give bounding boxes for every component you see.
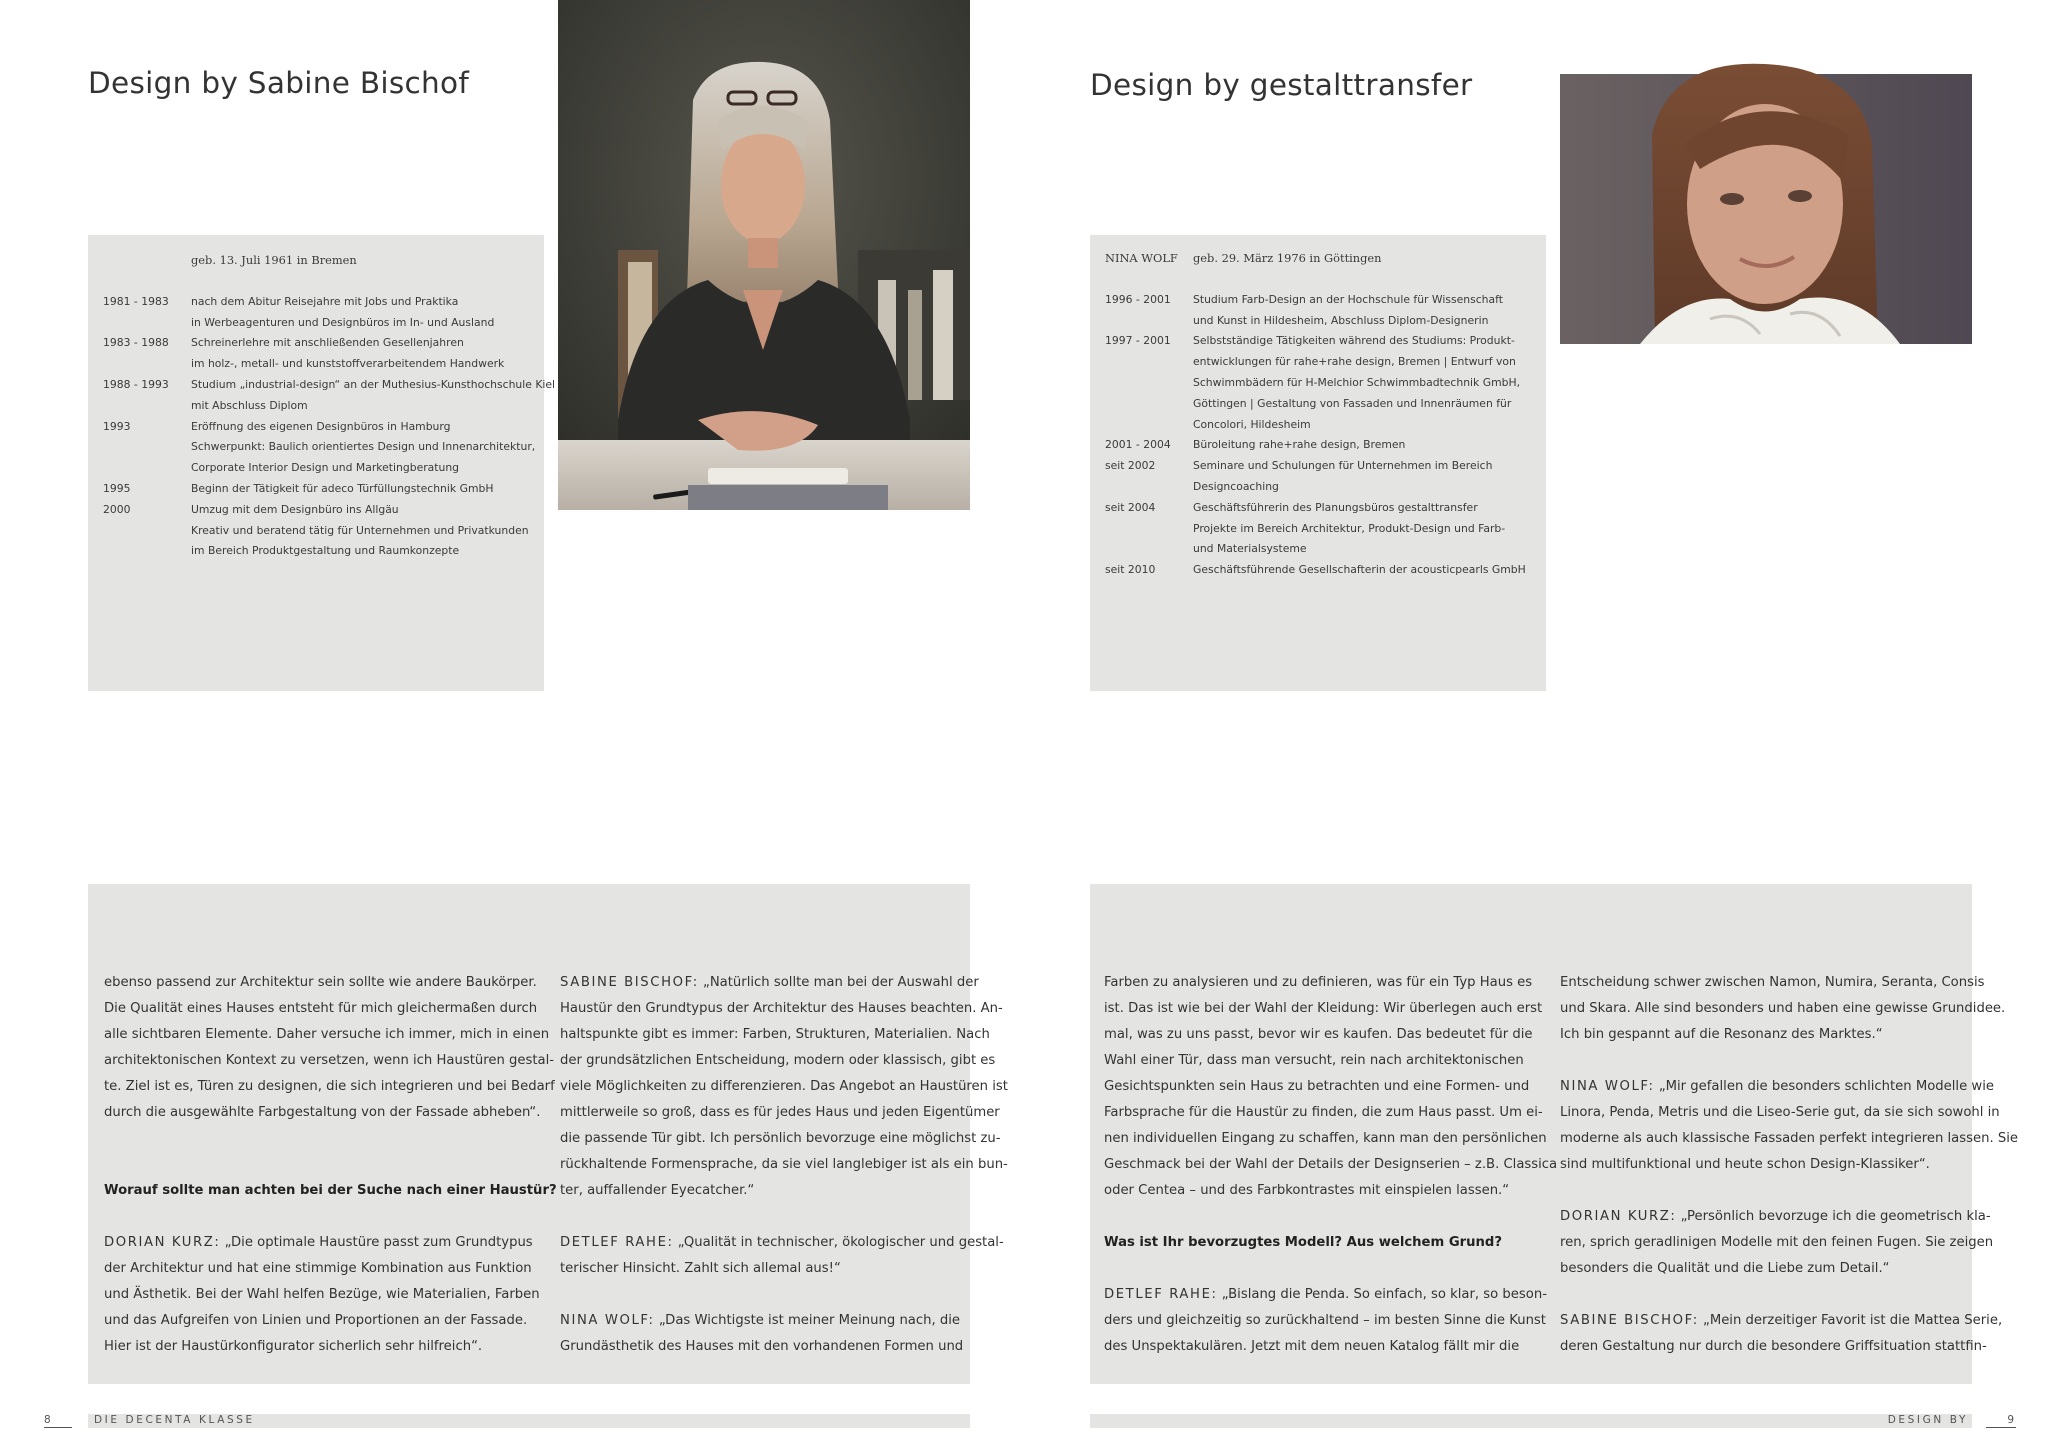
line-text: oder Centea – und des Farbkontrastes mit einspielen lassen.“ [1104,1183,1510,1198]
paragraph-gap [104,1204,500,1230]
paragraph-gap [1560,1048,1956,1074]
cv-line: mit Abschluss Diplom [191,398,308,412]
line-text: besonders die Qualität und die Liebe zum Detail.“ [1560,1261,1890,1276]
footer-label-left: DIE DECENTA KLASSE [94,1414,255,1426]
cv-text [1193,290,1532,332]
text-line [1104,970,1533,996]
cv-year: 1997 - 2001 [1105,334,1171,348]
line-text: alle sichtbaren Elemente. Daher versuche ich immer, mich in einen [104,1027,550,1042]
text-line [104,970,537,996]
line-text: nen individuellen Eingang zu schaffen, kann man den persönlichen [1104,1131,1547,1146]
line-text: sind multifunktional und heute schon Design-Klassiker“. [1560,1157,1930,1172]
paragraph-gap [1560,1282,1956,1308]
cv-year: 1995 [103,481,131,495]
line-text: mittlerweile so groß, dass es für jedes Haus und jeden Eigentümer [560,1105,1000,1120]
text-line [104,1100,541,1126]
cv-line: in Werbeagenturen und Designbüros im In- und Ausland [191,315,495,329]
cv-line: Concolori, Hildesheim [1193,417,1311,431]
portrait-photo-right [1560,74,1972,344]
line-text: durch die ausgewählte Farbgestaltung von der Fassade abheben“. [104,1105,541,1120]
cv-entry [103,375,556,417]
text-line [1104,1178,1510,1204]
footer-label-right: DESIGN BY [1887,1414,1968,1426]
cv-line: Büroleitung rahe+rahe design, Bremen [1193,438,1406,452]
cv-year: seit 2010 [1105,563,1156,577]
speaker-name: SABINE BISCHOF: [560,975,699,990]
paragraph-gap [1104,1256,1500,1282]
cv-text [1193,435,1532,456]
line-text: Farbsprache für die Haustür zu finden, die zum Haus passt. Um ei- [1104,1105,1543,1120]
interview-column-left-1 [104,970,557,1360]
line-text: ebenso passend zur Architektur sein sollte wie andere Baukörper. [104,975,537,990]
interview-column-left-2 [560,970,1008,1360]
text-line [1560,1074,1994,1100]
text-line [560,1152,1008,1178]
line-text: Haustür den Grundtypus der Architektur des Hauses beachten. An- [560,1001,1003,1016]
cv-birth: geb. 29. März 1976 in Göttingen [1193,251,1382,265]
cv-year: 2001 - 2004 [1105,438,1171,452]
cv-line: nach dem Abitur Reisejahre mit Jobs und Praktika [191,294,459,308]
text-line [104,1308,528,1334]
cv-text [1193,331,1532,435]
text-line [1560,996,2006,1022]
cv-entry [1105,290,1532,332]
cv-year: 1981 - 1983 [103,294,169,308]
cv-line: Seminare und Schulungen für Unternehmen im Bereich [1193,459,1493,473]
cv-entry [103,479,530,500]
speaker-name: DETLEF RAHE: [1104,1287,1218,1302]
cv-entry [1105,560,1532,581]
text-line [560,1230,1004,1256]
line-text: „Mir gefallen die besonders schlichten Modelle wie [1658,1079,1994,1094]
line-text: und Ästhetik. Bei der Wahl helfen Bezüge, wie Materialien, Farben [104,1287,540,1302]
cv-line: Eröffnung des eigenen Designbüros in Hamburg [191,419,451,433]
cv-year: seit 2004 [1105,500,1156,514]
text-line [560,1178,956,1204]
cv-text [191,417,535,479]
line-text: der grundsätzlichen Entscheidung, modern oder klassisch, gibt es [560,1053,996,1068]
cv-box-right [1090,235,1546,691]
cv-line: Umzug mit dem Designbüro ins Allgäu [191,502,399,516]
text-line [1560,1126,2019,1152]
cv-line: Projekte im Bereich Architektur, Produkt-Design und Farb- [1193,521,1506,535]
interview-question: Worauf sollte man achten bei der Suche nach einer Haustür? [104,1183,557,1198]
text-line [104,1048,555,1074]
text-line [104,996,538,1022]
cv-name [103,250,191,271]
text-line [1560,970,1985,996]
page-title-left: Design by Sabine Bischof [88,66,470,100]
cv-text [1193,456,1532,498]
text-line [1104,1048,1524,1074]
cv-right [1105,248,1532,581]
line-text: „Die optimale Haustüre passt zum Grundtypus [224,1235,533,1250]
line-text: Linora, Penda, Metris und die Liseo-Serie gut, da sie sich sowohl in [1560,1105,2000,1120]
paragraph-gap [104,1126,500,1178]
text-line [104,1334,500,1360]
text-line [560,1048,996,1074]
line-text: te. Ziel ist es, Türen zu designen, die sich integrieren und bei Bedarf [104,1079,555,1094]
speaker-name: NINA WOLF: [560,1313,655,1328]
text-line [560,1022,990,1048]
page-number-right-rule [1986,1414,2016,1428]
cv-line: und Materialsysteme [1193,542,1307,556]
speaker-name: SABINE BISCHOF: [1560,1313,1699,1328]
cv-birth: geb. 13. Juli 1961 in Bremen [191,253,357,267]
cv-entry [1105,456,1532,498]
cv-text [1193,498,1532,560]
text-line [104,1230,533,1256]
text-line [560,1308,961,1334]
line-text: die passende Tür gibt. Ich persönlich bevorzuge eine möglichst zu- [560,1131,1001,1146]
text-line [560,1126,1001,1152]
cv-name: NINA WOLF [1105,251,1178,265]
text-line [560,970,979,996]
speaker-name: DORIAN KURZ: [104,1235,221,1250]
page-number-right: 9 [2007,1414,2014,1426]
text-line [1560,1308,2003,1334]
text-line [560,1100,1000,1126]
text-line [1560,1204,1991,1230]
cv-entry [1105,331,1532,435]
line-text: und Skara. Alle sind besonders und haben eine gewisse Grundidee. [1560,1001,2006,1016]
portrait-nina-wolf-image [1560,74,1972,344]
text-line [1104,1308,1546,1334]
line-text: Hier ist der Haustürkonfigurator sicherlich sehr hilfreich“. [104,1339,483,1354]
portrait-photo-left [558,0,970,510]
text-line [1104,1100,1543,1126]
cv-entry [103,417,536,479]
cv-left [103,250,556,562]
cv-text [191,375,555,417]
cv-line: entwicklungen für rahe+rahe design, Bremen | Entwurf von [1193,355,1516,369]
page-title-right: Design by gestalttransfer [1090,68,1473,102]
line-text: Wahl einer Tür, dass man versucht, rein nach architektonischen [1104,1053,1524,1068]
portrait-sabine-bischof-image [558,0,970,510]
line-text: ren, sprich geradlinigen Modelle mit den feinen Fugen. Sie zeigen [1560,1235,1994,1250]
cv-line: und Kunst in Hildesheim, Abschluss Diplom-Designerin [1193,313,1489,327]
paragraph-gap [1104,1204,1500,1230]
cv-year: 1993 [103,419,131,433]
cv-header [1105,248,1532,269]
line-text: „Qualität in technischer, ökologischer und gestal- [677,1235,1004,1250]
text-line [104,1022,550,1048]
line-text: Grundästhetik des Hauses mit den vorhandenen Formen und [560,1339,964,1354]
line-text: haltspunkte gibt es immer: Farben, Strukturen, Materialien. Nach [560,1027,990,1042]
line-text: ter, auffallender Eyecatcher.“ [560,1183,755,1198]
text-line [104,1256,532,1282]
cv-line: Kreativ und beratend tätig für Unternehmen und Privatkunden [191,523,529,537]
text-line [104,1282,540,1308]
line-text: Farben zu analysieren und zu definieren, was für ein Typ Haus es [1104,975,1533,990]
line-text: ist. Das ist wie bei der Wahl der Kleidung: Wir überlegen auch erst [1104,1001,1543,1016]
paragraph-gap [1560,1178,1956,1204]
cv-text [191,479,530,500]
cv-line: Designcoaching [1193,479,1279,493]
line-text: und das Aufgreifen von Linien und Proportionen an der Fassade. [104,1313,528,1328]
line-text: „Das Wichtigste ist meiner Meinung nach, die [658,1313,961,1328]
interview-question: Was ist Ihr bevorzugtes Modell? Aus welchem Grund? [1104,1235,1503,1250]
speaker-name: DETLEF RAHE: [560,1235,674,1250]
text-line [560,996,1003,1022]
text-line [1560,1334,1987,1360]
cv-entry [1105,435,1532,456]
cv-line: Geschäftsführende Gesellschafterin der acousticpearls GmbH [1193,563,1526,577]
cv-line: Schwerpunkt: Baulich orientiertes Design und Innenarchitektur, [191,440,536,454]
line-text: des Unspektakulären. Jetzt mit dem neuen Katalog fällt mir die [1104,1339,1520,1354]
text-line [1104,1334,1520,1360]
cv-year: 1996 - 2001 [1105,292,1171,306]
line-text: ders und gleichzeitig so zurückhaltend – im besten Sinne die Kunst [1104,1313,1546,1328]
cv-entry [103,333,530,375]
cv-text [191,500,530,562]
line-text: „Bislang die Penda. So einfach, so klar, so beson- [1221,1287,1547,1302]
line-text: rückhaltende Formensprache, da sie viel langlebiger ist als ein bun- [560,1157,1008,1172]
cv-line: Schwimmbädern für H-Melchior Schwimmbadtechnik GmbH, [1193,375,1521,389]
cv-text [191,292,530,334]
cv-line: im Bereich Produktgestaltung und Raumkonzepte [191,544,460,558]
line-text: viele Möglichkeiten zu differenzieren. Das Angebot an Haustüren ist [560,1079,1008,1094]
interview-column-right-2 [1560,970,2019,1360]
paragraph-gap [560,1204,956,1230]
text-line [1104,1022,1533,1048]
text-line [1104,996,1543,1022]
cv-text [1193,560,1532,581]
cv-line: Studium „industrial-design“ an der Muthesius-Kunsthochschule Kiel [191,377,556,391]
line-text: mal, was zu uns passt, bevor wir es kaufen. Das bedeutet für die [1104,1027,1533,1042]
line-text: Ich bin gespannt auf die Resonanz des Marktes.“ [1560,1027,1883,1042]
cv-line: Schreinerlehre mit anschließenden Gesellenjahren [191,336,464,350]
cv-line: Beginn der Tätigkeit für adeco Türfüllungstechnik GmbH [191,481,494,495]
cv-entry [103,500,530,562]
line-text: „Natürlich sollte man bei der Auswahl der [702,975,979,990]
cv-year: 1988 - 1993 [103,377,169,391]
line-text: Gesichtspunkten sein Haus zu betrachten und eine Formen- und [1104,1079,1530,1094]
line-text: terischer Hinsicht. Zahlt sich allemal aus!“ [560,1261,841,1276]
text-line [1104,1074,1530,1100]
line-text: „Mein derzeitiger Favorit ist die Mattea Serie, [1702,1313,2003,1328]
text-line [104,1074,555,1100]
text-line [560,1256,956,1282]
cv-header [103,250,530,271]
text-line [1560,1230,1994,1256]
page-number-left: 8 [44,1414,51,1426]
interview-column-right-1 [1104,970,1558,1360]
cv-year: 1983 - 1988 [103,336,169,350]
text-line [1560,1256,1956,1282]
text-line [1104,1126,1547,1152]
cv-entry [1105,498,1532,560]
speaker-name: NINA WOLF: [1560,1079,1655,1094]
line-text: „Persönlich bevorzuge ich die geometrisch kla- [1680,1209,1991,1224]
line-text: architektonischen Kontext zu versetzen, wenn ich Haustüren gestal- [104,1053,555,1068]
cv-line: Studium Farb-Design an der Hochschule für Wissenschaft [1193,292,1503,306]
line-text: deren Gestaltung nur durch die besondere Griffsituation stattfin- [1560,1339,1987,1354]
speaker-name: DORIAN KURZ: [1560,1209,1677,1224]
page-number-left-rule [44,1414,72,1428]
line-text: Entscheidung schwer zwischen Namon, Numira, Seranta, Consis [1560,975,1985,990]
cv-line: Geschäftsführerin des Planungsbüros gestalttransfer [1193,500,1478,514]
cv-line: Selbstständige Tätigkeiten während des Studiums: Produkt- [1193,334,1515,348]
paragraph-gap [560,1282,956,1308]
text-line [1560,1152,1956,1178]
line-text: Die Qualität eines Hauses entsteht für mich gleichermaßen durch [104,1001,538,1016]
cv-entry [103,292,530,334]
text-line [560,1334,964,1360]
text-line [1104,1282,1547,1308]
footer-bar-left [88,1414,970,1428]
cv-year: 2000 [103,502,131,516]
cv-line: Göttingen | Gestaltung von Fassaden und Innenräumen für [1193,396,1512,410]
line-text: der Architektur und hat eine stimmige Kombination aus Funktion [104,1261,532,1276]
line-text: moderne als auch klassische Fassaden perfekt integrieren lassen. Sie [1560,1131,2019,1146]
cv-line: im holz-, metall- und kunststoffverarbeitendem Handwerk [191,357,505,371]
cv-year: seit 2002 [1105,459,1156,473]
line-text: Geschmack bei der Wahl der Details der Designserien – z.B. Classica [1104,1157,1558,1172]
footer-bar-right [1090,1414,1972,1428]
text-line [1560,1100,2000,1126]
cv-line: Corporate Interior Design und Marketingberatung [191,461,460,475]
text-line [1104,1152,1558,1178]
cv-text [191,333,530,375]
cv-box-left [88,235,556,691]
text-line [560,1074,1008,1100]
text-line [1560,1022,1956,1048]
